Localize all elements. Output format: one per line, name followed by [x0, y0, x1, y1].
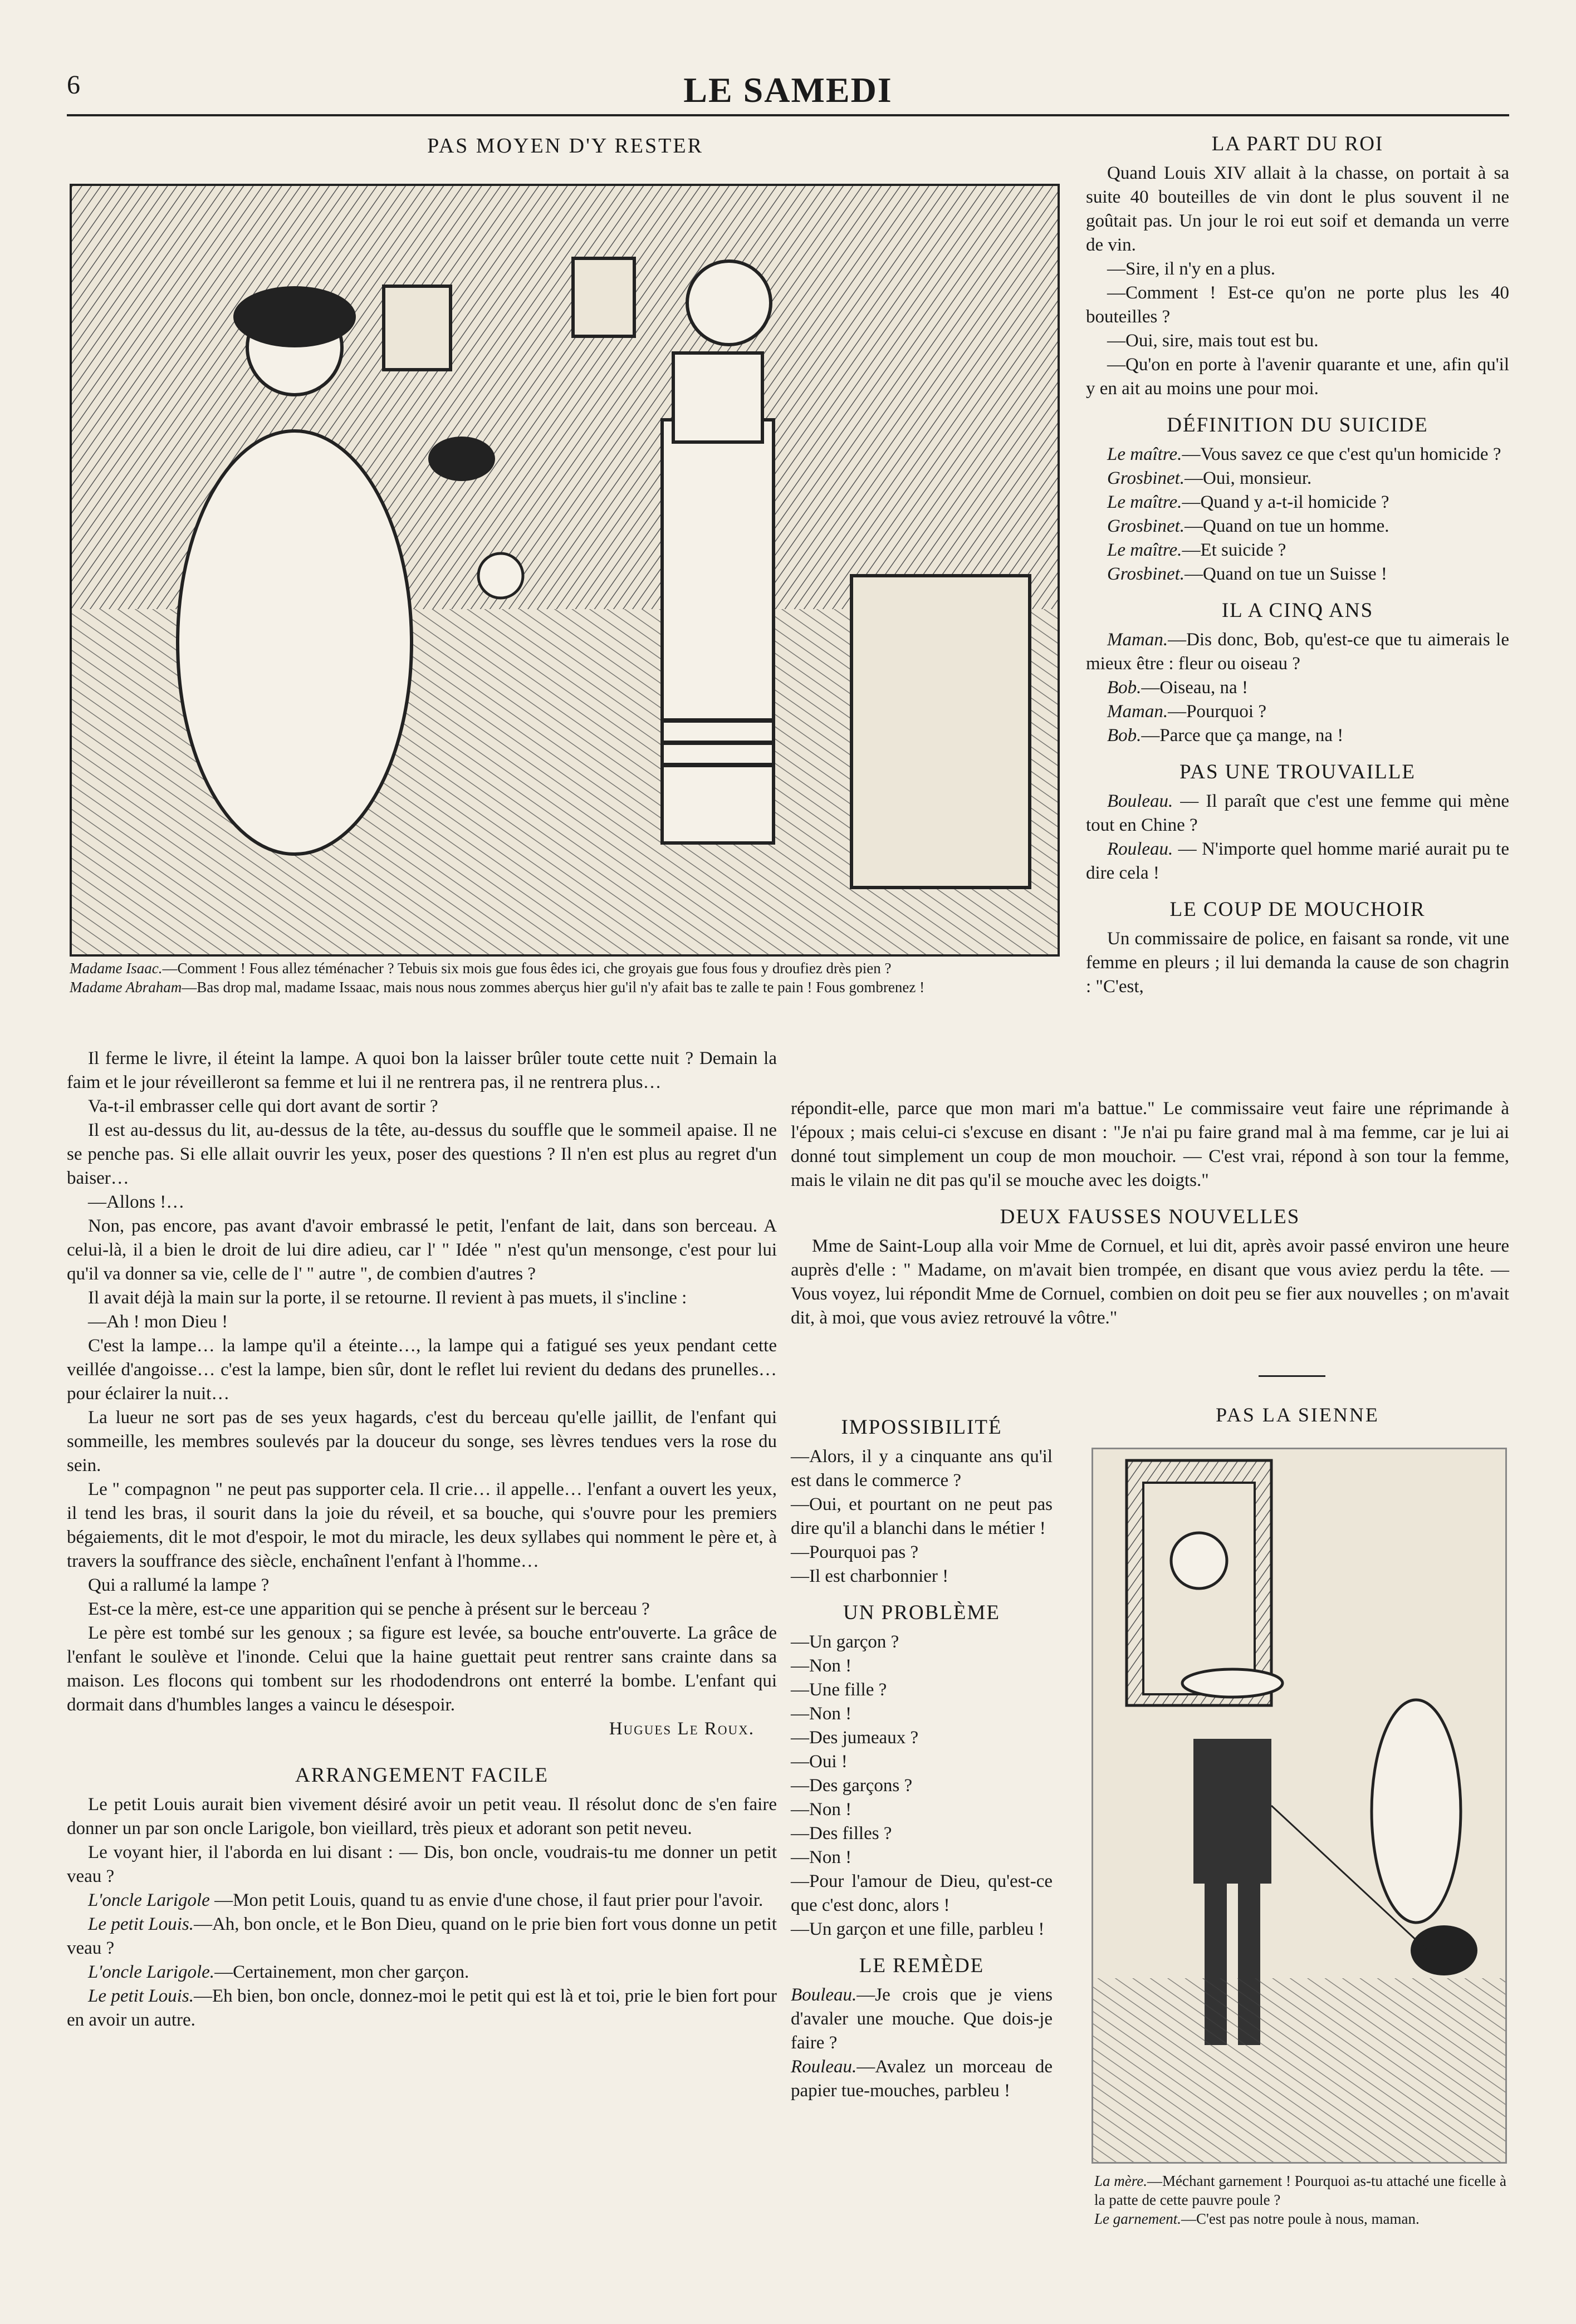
line-text: —Oiseau, na !	[1141, 678, 1248, 698]
speaker: Maman.	[1107, 630, 1168, 650]
caption-text: —Comment ! Fous allez téménacher ? Tebuis six mois gue fous êdes ici, che groyais gue fous fous y droufiez drès pien ?	[162, 960, 892, 977]
wide-block	[791, 1097, 1509, 1330]
author-signature: Hugues Le Roux.	[609, 1719, 755, 1739]
header-rule	[67, 114, 1509, 116]
caption-line-1	[1094, 2171, 1506, 2209]
story-paragraph: Qui a rallumé la lampe ?	[88, 1575, 270, 1595]
dialogue-line: —Il est charbonnier !	[791, 1566, 949, 1586]
story-paragraph: Va-t-il embrasser celle qui dort avant de sortir ?	[88, 1096, 438, 1116]
dialogue-line: —Oui !	[791, 1752, 848, 1772]
speaker: Le petit Louis.	[88, 1914, 194, 1934]
caption-line-1	[70, 959, 1061, 978]
dialogue-line: —Des jumeaux ?	[791, 1728, 919, 1748]
dialogue-line	[1086, 467, 1509, 491]
paragraph: Mme de Saint-Loup alla voir Mme de Cornuel, et lui dit, après avoir passé environ une heure auprès d'elle : " Madame, on m'avait bien trompée, en disant que vous aviez perdu la tête. — Vous voyez, lui répondit Mme de Cornuel, combien on doit peu se fier aux nouvelles ; on m'avait dit, à moi, que vous aviez retrouvé la vôtre."	[791, 1236, 1509, 1328]
caption-speaker: Madame Abraham	[70, 979, 182, 996]
dialogue-line	[1086, 628, 1509, 676]
paragraph: —Oui, sire, mais tout est bu.	[1107, 331, 1319, 351]
cartoon-top-illustration	[70, 184, 1060, 957]
section-title-impossibilite: IMPOSSIBILITÉ	[841, 1416, 1002, 1439]
paragraph: Un commissaire de police, en faisant sa ronde, vit une femme en pleurs ; il lui demanda la cause de son chagrin : "C'est,	[1086, 929, 1509, 997]
story-paragraph: Est-ce la mère, est-ce une apparition qui se penche à présent sur le berceau ?	[88, 1599, 650, 1619]
section-title-cinq-ans: IL A CINQ ANS	[1221, 599, 1374, 622]
dialogue-line: —Non !	[791, 1800, 852, 1820]
speaker: Le maître.	[1107, 492, 1182, 512]
paragraph: Quand Louis XIV allait à la chasse, on portait à sa suite 40 bouteilles de vin dont le plus souvent il ne goûtait pas. Un jour le roi eut soif et demanda un verre de vin.	[1086, 163, 1509, 255]
speaker: Le maître.	[1107, 540, 1182, 560]
section-title-remede: LE REMÈDE	[859, 1954, 985, 1977]
line-text: —Quand on tue un Suisse !	[1185, 564, 1387, 584]
line-text: — Il paraît que c'est une femme qui mène tout en Chine ?	[1086, 791, 1509, 835]
middle-column	[791, 1403, 1053, 2103]
dialogue-line: —Des garçons ?	[791, 1776, 913, 1796]
cartoon-sienne-illustration	[1092, 1448, 1507, 2164]
dialogue-line: —Non !	[791, 1847, 852, 1867]
speaker: Rouleau.	[1107, 839, 1173, 859]
dialogue-line: —Pour l'amour de Dieu, qu'est-ce que c'est donc, alors !	[791, 1871, 1053, 1915]
cartoon-sienne-drawing	[1093, 1449, 1505, 2162]
line-text: —Vous savez ce que c'est qu'un homicide ?	[1182, 444, 1501, 464]
story-paragraph: C'est la lampe… la lampe qu'il a éteinte…, la lampe qui a fatigué ses yeux pendant cette veillée d'angoisse… c'est la lampe, bien sûr, dont le reflet lui revient du dedans des prunelles… pour éclairer la nuit…	[67, 1336, 777, 1404]
line-text: —Quand y a-t-il homicide ?	[1182, 492, 1389, 512]
dialogue-line	[67, 1960, 777, 1984]
dialogue-line: —Un garçon et une fille, parbleu !	[791, 1919, 1045, 1939]
story-paragraph: Il avait déjà la main sur la porte, il se retourne. Il revient à pas muets, il s'incline :	[88, 1288, 687, 1308]
line-text: —Certainement, mon cher garçon.	[214, 1962, 469, 1982]
line-text: —Dis donc, Bob, qu'est-ce que tu aimerais le mieux être : fleur ou oiseau ?	[1086, 630, 1509, 674]
cartoon-top-drawing	[72, 186, 1058, 954]
story-paragraph: Il est au-dessus du lit, au-dessus de la tête, au-dessus du souffle que le sommeil apaise. Il ne se penche pas. Si elle allait ouvrir les yeux, poser des questions ? Il n'en est plus au regret d'un baiser…	[67, 1120, 777, 1188]
section-title-mouchoir: LE COUP DE MOUCHOIR	[1169, 898, 1426, 921]
newspaper-title: LE SAMEDI	[683, 70, 893, 110]
page-number: 6	[67, 70, 80, 100]
caption-speaker: Le garnement.	[1094, 2210, 1181, 2227]
dialogue-line	[1086, 700, 1509, 724]
line-text: —Eh bien, bon oncle, donnez-moi le petit qui est là et toi, prie le bien fort pour en avoir un autre.	[67, 1986, 777, 2030]
section-title-part-du-roi: LA PART DU ROI	[1211, 133, 1384, 155]
dialogue-line	[1086, 676, 1509, 700]
speaker: Le maître.	[1107, 444, 1182, 464]
dialogue-line	[1086, 790, 1509, 837]
line-text: —Parce que ça mange, na !	[1141, 725, 1344, 746]
speaker: Grosbinet.	[1107, 564, 1185, 584]
dialogue-line: —Alors, il y a cinquante ans qu'il est dans le commerce ?	[791, 1447, 1053, 1491]
section-title-trouvaille: PAS UNE TROUVAILLE	[1179, 761, 1416, 783]
paragraph: —Sire, il n'y en a plus.	[1107, 259, 1275, 279]
paragraph: Le voyant hier, il l'aborda en lui disant : — Dis, bon oncle, voudrais-tu me donner un petit veau ?	[67, 1842, 777, 1886]
section-title-probleme: UN PROBLÈME	[843, 1601, 1001, 1624]
left-column	[67, 1047, 777, 2032]
paragraph: répondit-elle, parce que mon mari m'a battue." Le commissaire veut faire une réprimande à l'époux ; mais celui-ci s'excuse en disant : "Je n'ai pu faire grand mal à ma femme, car je lui ai donné tout simplement un coup de mon mouchoir. — C'est vrai, répond à son tour la femme, mais le vilain ne dit pas qu'il se mouche avec les doigts."	[791, 1099, 1509, 1190]
speaker: Bob.	[1107, 725, 1142, 746]
story-paragraph: Le " compagnon " ne peut pas supporter cela. Il crie… il appelle… l'enfant a ouvert les yeux, il tend les bras, il sourit dans la joie du réveil, et sa bouche, qui s'ouvre pour les premiers bégaiements, dit le mot d'espoir, le mot du miracle, les deux syllabes qui nomment le père et, à travers la souffrance des siècle, enchaînent l'enfant à l'homme…	[67, 1479, 777, 1571]
story-paragraph: La lueur ne sort pas de ses yeux hagards, c'est du berceau qu'elle jaillit, de l'enfant qui sommeille, les membres soulevés par la douceur du songe, ses lèvres tendues vers la rose du sein.	[67, 1408, 777, 1475]
dialogue-line	[791, 2055, 1053, 2103]
dialogue-line: —Un garçon ?	[791, 1632, 899, 1652]
dialogue-line	[1086, 724, 1509, 748]
cartoon-top-caption	[70, 959, 1061, 997]
dialogue-line	[1086, 837, 1509, 885]
line-text: —Oui, monsieur.	[1185, 468, 1312, 488]
paragraph: —Comment ! Est-ce qu'on ne porte plus les 40 bouteilles ?	[1086, 283, 1509, 327]
dialogue-line: —Pourquoi pas ?	[791, 1542, 919, 1562]
dialogue-line: —Non !	[791, 1656, 852, 1676]
dialogue-line	[1086, 538, 1509, 562]
speaker: Le petit Louis.	[88, 1986, 194, 2006]
speaker: Bouleau.	[791, 1985, 857, 2005]
speaker: Bob.	[1107, 678, 1142, 698]
speaker: Grosbinet.	[1107, 516, 1185, 536]
dialogue-line	[1086, 491, 1509, 514]
story-paragraph: —Allons !…	[88, 1192, 185, 1212]
caption-line-2	[70, 978, 1061, 997]
line-text: —Je crois que je viens d'avaler une mouche. Que dois-je faire ?	[791, 1985, 1053, 2053]
caption-speaker: La mère.	[1094, 2173, 1148, 2189]
right-column	[1086, 120, 1509, 999]
cartoon-top-title: PAS MOYEN D'Y RESTER	[427, 134, 703, 158]
line-text: —Quand on tue un homme.	[1185, 516, 1389, 536]
story-paragraph: Non, pas encore, pas avant d'avoir embrassé le petit, l'enfant de lait, dans son berceau. A celui-là, il a bien le droit de lui dire adieu, car l' " Idée " n'est qu'un mensonge, c'est pour lui qu'il va donner sa vie, celle de l' " autre ", de combien d'autres ?	[67, 1216, 777, 1284]
line-text: —Pourquoi ?	[1168, 702, 1266, 722]
speaker: Maman.	[1107, 702, 1168, 722]
caption-text: —Bas drop mal, madame Issaac, mais nous nous zommes aberçus hier gu'il n'y afait bas te zalle te pain ! Fous gombrenez !	[182, 979, 925, 996]
dialogue-line	[1086, 514, 1509, 538]
dialogue-line: —Une fille ?	[791, 1680, 887, 1700]
cartoon-sienne-title: PAS LA SIENNE	[1216, 1404, 1379, 1426]
speaker: Grosbinet.	[1107, 468, 1185, 488]
line-text: —Ah, bon oncle, et le Bon Dieu, quand on le prie bien fort vous donne un petit veau ?	[67, 1914, 777, 1958]
caption-text: —C'est pas notre poule à nous, maman.	[1181, 2210, 1420, 2227]
section-title-fausses-nouvelles: DEUX FAUSSES NOUVELLES	[1000, 1205, 1300, 1228]
story-paragraph: Il ferme le livre, il éteint la lampe. A quoi bon la laisser brûler toute cette nuit ? Demain la faim et le jour réveilleront sa femme et lui il ne rentrera pas, il ne rentrera plus…	[67, 1048, 777, 1092]
dialogue-line	[791, 1983, 1053, 2055]
section-title-suicide: DÉFINITION DU SUICIDE	[1167, 414, 1428, 437]
dialogue-line	[67, 1984, 777, 2032]
dialogue-line: —Des filles ?	[791, 1823, 892, 1843]
caption-line-2	[1094, 2209, 1506, 2228]
story-paragraph: —Ah ! mon Dieu !	[88, 1312, 228, 1332]
dialogue-line	[1086, 443, 1509, 467]
line-text: —Et suicide ?	[1182, 540, 1286, 560]
line-text: —Mon petit Louis, quand tu as envie d'une chose, il faut prier pour l'avoir.	[209, 1890, 763, 1910]
dialogue-line	[1086, 562, 1509, 586]
speaker: L'oncle Larigole	[88, 1890, 210, 1910]
caption-speaker: Madame Isaac.	[70, 960, 163, 977]
paragraph: —Qu'on en porte à l'avenir quarante et une, afin qu'il y en ait au moins une pour moi.	[1086, 355, 1509, 399]
paragraph: Le petit Louis aurait bien vivement désiré avoir un petit veau. Il résolut donc de s'en faire donner un par son oncle Larigole, bon vieillard, très pieux et adorant son petit neveu.	[67, 1795, 777, 1838]
story-paragraph: Le père est tombé sur les genoux ; sa figure est levée, sa bouche entr'ouverte. La grâce de l'enfant le soulève et l'inonde. Celui que la haine guettait peut rentrer sans crainte dans sa maison. Les flocons qui tombent sur les rhododendrons ont enterré la bombe. L'enfant qui dormait dans d'humbles langes a vaincu le désespoir.	[67, 1623, 777, 1715]
speaker: Bouleau.	[1107, 791, 1173, 811]
divider-rule	[1259, 1375, 1325, 1377]
caption-text: —Méchant garnement ! Pourquoi as-tu attaché une ficelle à la patte de cette pauvre poule ?	[1094, 2173, 1506, 2208]
speaker: Rouleau.	[791, 2057, 857, 2077]
dialogue-line: —Oui, et pourtant on ne peut pas dire qu'il a blanchi dans le métier !	[791, 1494, 1053, 1538]
cartoon-sienne-caption	[1094, 2171, 1506, 2228]
line-text: — N'importe quel homme marié aurait pu te dire cela !	[1086, 839, 1509, 883]
dialogue-line	[67, 1913, 777, 1960]
dialogue-line: —Non !	[791, 1704, 852, 1724]
line-text: —Avalez un morceau de papier tue-mouches, parbleu !	[791, 2057, 1053, 2101]
section-title-arrangement: ARRANGEMENT FACILE	[295, 1764, 549, 1787]
speaker: L'oncle Larigole.	[88, 1962, 215, 1982]
dialogue-line	[67, 1889, 777, 1913]
